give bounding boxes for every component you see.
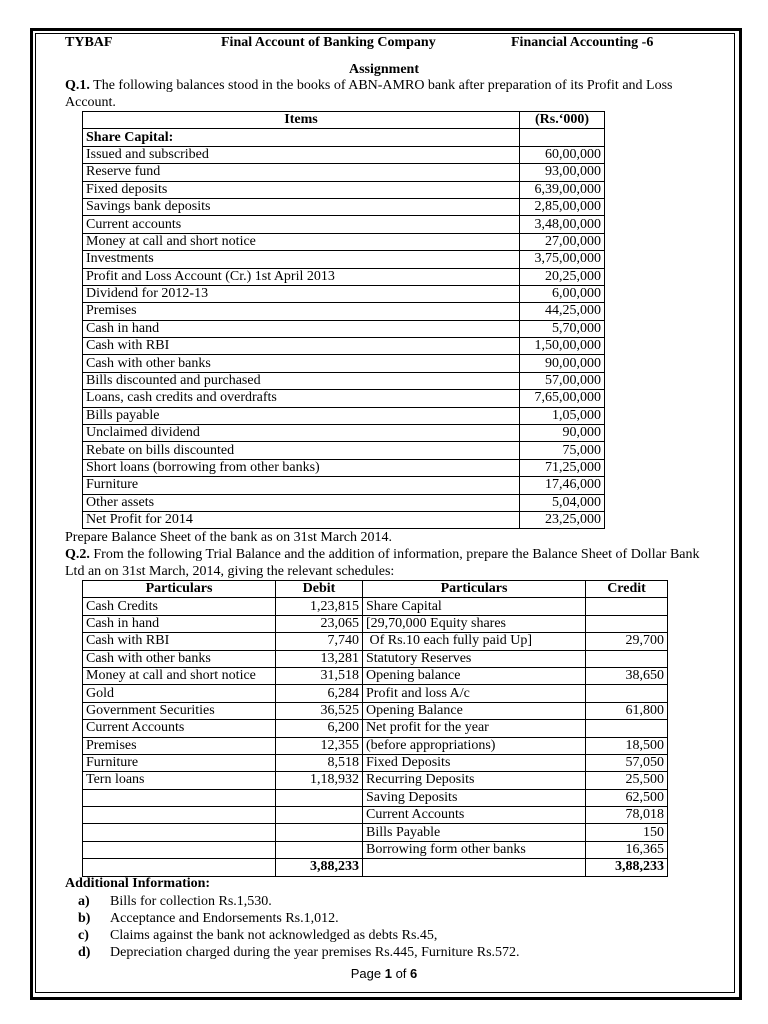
q1-amount-cell: 71,25,000 (520, 459, 605, 476)
page-footer (0, 966, 768, 981)
q1-text (65, 77, 695, 111)
q1-item-cell: Dividend for 2012-13 (83, 285, 520, 302)
q1-amount-cell: 75,000 (520, 442, 605, 459)
q1-amount-cell: 60,00,000 (520, 146, 605, 163)
q1-item-cell: Other assets (83, 494, 520, 511)
table-row (83, 754, 668, 771)
q1-question: The following balances stood in the books of ABN-AMRO bank after preparation of its Profit and Loss Account. (65, 78, 673, 110)
q2-header-particulars-debit: Particulars (83, 581, 276, 598)
q2-credit-particular-cell: Current Accounts (363, 807, 586, 824)
table-row (83, 198, 605, 215)
q1-item-cell: Rebate on bills discounted (83, 442, 520, 459)
q2-credit-particular-cell: (before appropriations) (363, 737, 586, 754)
q1-amount-cell: 44,25,000 (520, 303, 605, 320)
q2-debit-particular-cell: Cash in hand (83, 615, 276, 632)
q2-header-debit: Debit (276, 581, 363, 598)
table-row (83, 425, 605, 442)
q1-table-body (83, 129, 605, 529)
q2-debit-particular-cell: Money at call and short notice (83, 667, 276, 684)
q2-debit-particular-cell: Gold (83, 685, 276, 702)
q2-credit-particular-cell: Recurring Deposits (363, 772, 586, 789)
q2-debit-particular-cell: Furniture (83, 754, 276, 771)
q1-amount-cell: 90,00,000 (520, 355, 605, 372)
page-header (65, 35, 685, 53)
q2-debit-amount-cell: 6,200 (276, 720, 363, 737)
q2-debit-particular-cell: Cash with RBI (83, 633, 276, 650)
q2-credit-amount-cell: 18,500 (586, 737, 668, 754)
q2-table-body (83, 598, 668, 859)
table-row (83, 824, 668, 841)
q1-item-cell: Short loans (borrowing from other banks) (83, 459, 520, 476)
q2-credit-particular-cell: [29,70,000 Equity shares (363, 615, 586, 632)
q2-credit-amount-cell: 78,018 (586, 807, 668, 824)
q1-amount-cell: 5,04,000 (520, 494, 605, 511)
q2-credit-amount-cell (586, 650, 668, 667)
list-item (78, 910, 520, 927)
q2-credit-amount-cell: 16,365 (586, 841, 668, 858)
table-row (83, 390, 605, 407)
table-row (83, 789, 668, 806)
table-row (83, 494, 605, 511)
table-row (83, 372, 605, 389)
table-row (83, 129, 605, 146)
q2-header-credit: Credit (586, 581, 668, 598)
q1-item-cell: Furniture (83, 477, 520, 494)
q2-credit-amount-cell: 61,800 (586, 702, 668, 719)
q2-trial-balance-table (82, 580, 668, 877)
q2-total-credit: 3,88,233 (586, 859, 668, 876)
table-row (83, 702, 668, 719)
q2-debit-particular-cell (83, 789, 276, 806)
list-item-label: d) (78, 945, 91, 960)
q1-item-cell: Bills discounted and purchased (83, 372, 520, 389)
q2-debit-particular-cell: Current Accounts (83, 720, 276, 737)
table-row (83, 772, 668, 789)
q2-text (65, 546, 705, 580)
table-row (83, 685, 668, 702)
table-row (83, 720, 668, 737)
table-row (83, 303, 605, 320)
q2-credit-amount-cell: 62,500 (586, 789, 668, 806)
table-row (83, 442, 605, 459)
q1-amount-cell (520, 129, 605, 146)
table-row (83, 615, 668, 632)
q2-credit-particular-cell: Share Capital (363, 598, 586, 615)
list-item (78, 927, 520, 944)
q1-item-cell: Reserve fund (83, 164, 520, 181)
q2-debit-particular-cell: Cash with other banks (83, 650, 276, 667)
q1-item-cell: Cash in hand (83, 320, 520, 337)
q2-debit-amount-cell (276, 841, 363, 858)
list-item (78, 893, 520, 910)
q2-total-row (83, 859, 668, 876)
q2-debit-amount-cell (276, 789, 363, 806)
table-row (83, 268, 605, 285)
q2-table-header (83, 581, 668, 598)
table-row (83, 459, 605, 476)
q2-debit-amount-cell: 13,281 (276, 650, 363, 667)
header-subject: Financial Accounting -6 (511, 35, 654, 50)
q2-credit-particular-cell: Net profit for the year (363, 720, 586, 737)
q1-item-cell: Current accounts (83, 216, 520, 233)
list-item-text: Bills for collection Rs.1,530. (110, 894, 272, 909)
q1-item-cell: Unclaimed dividend (83, 425, 520, 442)
list-item-text: Acceptance and Endorsements Rs.1,012. (110, 911, 339, 926)
q2-debit-particular-cell: Government Securities (83, 702, 276, 719)
q2-debit-amount-cell: 7,740 (276, 633, 363, 650)
q1-amount-cell: 1,50,00,000 (520, 338, 605, 355)
q2-debit-particular-cell (83, 824, 276, 841)
q2-credit-amount-cell: 29,700 (586, 633, 668, 650)
table-row (83, 667, 668, 684)
q2-total-blank-right (363, 859, 586, 876)
list-item-label: a) (78, 894, 90, 909)
q2-credit-amount-cell (586, 720, 668, 737)
list-item-text: Claims against the bank not acknowledged as debts Rs.45, (110, 928, 438, 943)
table-row (83, 477, 605, 494)
q1-item-cell: Loans, cash credits and overdrafts (83, 390, 520, 407)
table-row (83, 807, 668, 824)
q2-debit-amount-cell: 6,284 (276, 685, 363, 702)
q1-header-amount: (Rs.‘000) (520, 112, 605, 129)
q2-credit-amount-cell (586, 615, 668, 632)
q2-credit-amount-cell: 25,500 (586, 772, 668, 789)
q1-item-cell: Issued and subscribed (83, 146, 520, 163)
q2-credit-particular-cell: Saving Deposits (363, 789, 586, 806)
q2-debit-amount-cell: 31,518 (276, 667, 363, 684)
footer-current-page: 1 (384, 966, 392, 981)
q2-credit-particular-cell: Opening balance (363, 667, 586, 684)
list-item-label: b) (78, 911, 91, 926)
q1-amount-cell: 23,25,000 (520, 511, 605, 528)
table-row (83, 355, 605, 372)
table-row (83, 598, 668, 615)
q1-amount-cell: 1,05,000 (520, 407, 605, 424)
q2-credit-amount-cell: 38,650 (586, 667, 668, 684)
q2-credit-amount-cell (586, 685, 668, 702)
q2-debit-particular-cell (83, 841, 276, 858)
footer-page-prefix: Page (350, 966, 385, 981)
q2-debit-amount-cell (276, 824, 363, 841)
header-course: TYBAF (65, 35, 113, 50)
q2-total-debit: 3,88,233 (276, 859, 363, 876)
q1-table-header (83, 112, 605, 129)
table-row (83, 146, 605, 163)
q1-item-cell: Cash with RBI (83, 338, 520, 355)
additional-info-list (78, 893, 520, 961)
header-title: Final Account of Banking Company (221, 35, 436, 50)
q2-debit-particular-cell (83, 807, 276, 824)
q1-amount-cell: 27,00,000 (520, 233, 605, 250)
q2-debit-particular-cell: Tern loans (83, 772, 276, 789)
q2-debit-particular-cell: Premises (83, 737, 276, 754)
q1-amount-cell: 3,48,00,000 (520, 216, 605, 233)
q2-debit-amount-cell: 1,23,815 (276, 598, 363, 615)
q1-amount-cell: 7,65,00,000 (520, 390, 605, 407)
q2-credit-amount-cell: 150 (586, 824, 668, 841)
q1-item-cell: Premises (83, 303, 520, 320)
q1-item-cell: Net Profit for 2014 (83, 511, 520, 528)
table-row (83, 511, 605, 528)
q2-credit-particular-cell: Opening Balance (363, 702, 586, 719)
table-row (83, 737, 668, 754)
list-item-text: Depreciation charged during the year premises Rs.445, Furniture Rs.572. (110, 945, 520, 960)
q1-item-cell: Bills payable (83, 407, 520, 424)
q1-amount-cell: 3,75,00,000 (520, 251, 605, 268)
q1-amount-cell: 6,39,00,000 (520, 181, 605, 198)
q2-credit-particular-cell: Of Rs.10 each fully paid Up] (363, 633, 586, 650)
list-item-label: c) (78, 928, 89, 943)
q2-credit-amount-cell: 57,050 (586, 754, 668, 771)
q2-question: From the following Trial Balance and the addition of information, prepare the Balance Sheet of Dollar Bank Ltd an on 31st March, 2014, giving the relevant schedules: (65, 547, 700, 579)
q1-amount-cell: 57,00,000 (520, 372, 605, 389)
q2-credit-particular-cell: Statutory Reserves (363, 650, 586, 667)
table-row (83, 285, 605, 302)
q1-item-cell: Profit and Loss Account (Cr.) 1st April 2013 (83, 268, 520, 285)
table-row (83, 320, 605, 337)
table-row (83, 841, 668, 858)
q1-item-cell: Investments (83, 251, 520, 268)
q2-header-particulars-credit: Particulars (363, 581, 586, 598)
q2-credit-particular-cell: Bills Payable (363, 824, 586, 841)
additional-info-title: Additional Information: (65, 876, 211, 891)
table-row (83, 251, 605, 268)
q2-debit-particular-cell: Cash Credits (83, 598, 276, 615)
q1-amount-cell: 17,46,000 (520, 477, 605, 494)
q1-item-cell: Money at call and short notice (83, 233, 520, 250)
assignment-title: Assignment (348, 62, 419, 77)
table-row (83, 216, 605, 233)
table-row (83, 164, 605, 181)
q2-credit-particular-cell: Profit and loss A/c (363, 685, 586, 702)
q2-debit-amount-cell: 36,525 (276, 702, 363, 719)
q1-instruction: Prepare Balance Sheet of the bank as on 31st March 2014. (65, 530, 392, 545)
q1-amount-cell: 20,25,000 (520, 268, 605, 285)
q2-credit-particular-cell: Fixed Deposits (363, 754, 586, 771)
q1-amount-cell: 6,00,000 (520, 285, 605, 302)
q2-total-blank-left (83, 859, 276, 876)
footer-of: of (391, 966, 411, 981)
q2-credit-amount-cell (586, 598, 668, 615)
footer-total-pages: 6 (410, 966, 418, 981)
q1-amount-cell: 93,00,000 (520, 164, 605, 181)
q1-balances-table (82, 111, 605, 529)
table-row (83, 633, 668, 650)
q2-debit-amount-cell: 1,18,932 (276, 772, 363, 789)
q2-debit-amount-cell (276, 807, 363, 824)
list-item (78, 944, 520, 961)
q2-debit-amount-cell: 12,355 (276, 737, 363, 754)
table-row (83, 233, 605, 250)
q2-debit-amount-cell: 8,518 (276, 754, 363, 771)
q1-item-cell: Cash with other banks (83, 355, 520, 372)
q2-debit-amount-cell: 23,065 (276, 615, 363, 632)
q2-label: Q.2. (65, 547, 90, 562)
q1-amount-cell: 90,000 (520, 425, 605, 442)
table-row (83, 181, 605, 198)
table-row (83, 650, 668, 667)
q1-item-cell: Share Capital: (83, 129, 520, 146)
q1-amount-cell: 2,85,00,000 (520, 198, 605, 215)
q1-label: Q.1. (65, 78, 90, 93)
q1-item-cell: Fixed deposits (83, 181, 520, 198)
table-row (83, 407, 605, 424)
q1-amount-cell: 5,70,000 (520, 320, 605, 337)
q1-item-cell: Savings bank deposits (83, 198, 520, 215)
table-row (83, 338, 605, 355)
q2-credit-particular-cell: Borrowing form other banks (363, 841, 586, 858)
q1-header-items: Items (83, 112, 520, 129)
